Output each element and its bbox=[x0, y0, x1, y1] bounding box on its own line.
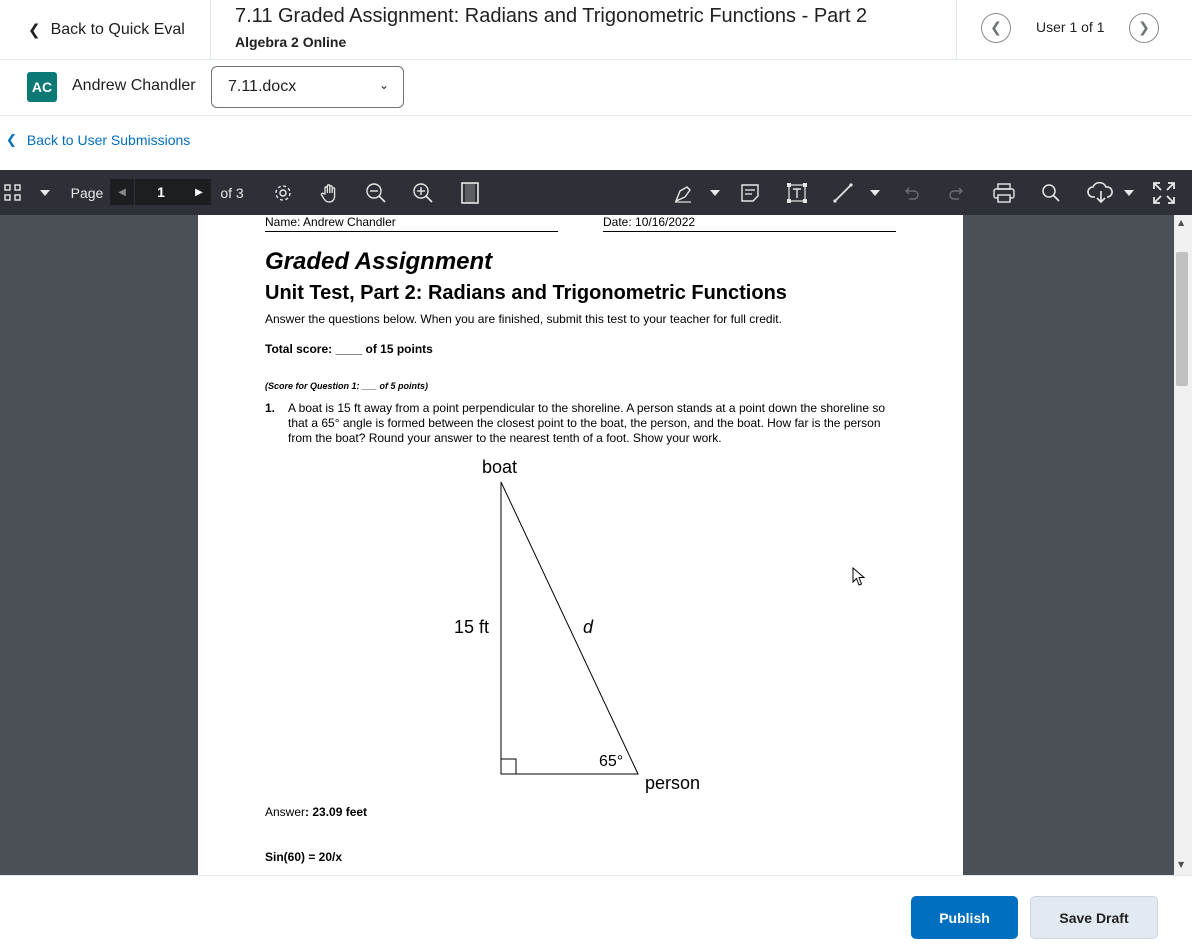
caret-right-icon: ▶ bbox=[195, 186, 203, 198]
label-boat: boat bbox=[482, 457, 518, 477]
total-score: Total score: ____ of 15 points bbox=[265, 342, 433, 356]
publish-button[interactable]: Publish bbox=[911, 896, 1018, 939]
chevron-left-icon: ❮ bbox=[990, 20, 1002, 36]
assignment-title-block bbox=[235, 5, 867, 50]
caret-down-icon[interactable] bbox=[866, 170, 884, 215]
save-draft-button[interactable]: Save Draft bbox=[1030, 896, 1158, 939]
answer-label: Answer bbox=[265, 805, 306, 819]
student-name: Andrew Chandler bbox=[72, 77, 196, 94]
caret-down-icon[interactable] bbox=[706, 170, 724, 215]
cloud-download-icon[interactable] bbox=[1086, 170, 1116, 215]
scroll-down-icon[interactable]: ▼ bbox=[1178, 860, 1185, 869]
caret-left-icon: ◀ bbox=[118, 186, 126, 198]
pen-annotate-icon[interactable] bbox=[670, 170, 696, 215]
next-page-button[interactable] bbox=[187, 179, 211, 205]
viewer-toolbar bbox=[0, 170, 1192, 215]
redo-icon[interactable] bbox=[944, 170, 970, 215]
user-navigation bbox=[956, 0, 1192, 60]
page-label: Page bbox=[70, 184, 104, 201]
top-bar bbox=[0, 0, 1192, 60]
document-subheading: Unit Test, Part 2: Radians and Trigonometric Functions bbox=[265, 282, 787, 304]
document-heading: Graded Assignment bbox=[265, 248, 493, 275]
undo-icon[interactable] bbox=[898, 170, 924, 215]
back-to-user-submissions-label: Back to User Submissions bbox=[26, 132, 191, 148]
document-instructions: Answer the questions below. When you are finished, submit this test to your teacher for full credit. bbox=[265, 312, 782, 326]
label-angle: 65° bbox=[599, 753, 624, 770]
zoom-out-icon[interactable] bbox=[363, 170, 389, 215]
avatar: AC bbox=[27, 72, 57, 102]
next-user-button[interactable] bbox=[1129, 13, 1159, 43]
right-angle-mark bbox=[501, 759, 516, 774]
footer-bar bbox=[0, 875, 1192, 950]
back-to-quick-eval-link[interactable] bbox=[0, 0, 211, 60]
chevron-left-icon: ❮ bbox=[6, 132, 17, 148]
name-field: Name: Andrew Chandler bbox=[265, 215, 558, 232]
back-to-user-submissions-link[interactable] bbox=[6, 132, 190, 148]
student-row bbox=[0, 60, 1192, 116]
page-number-input[interactable]: 1 bbox=[135, 179, 187, 205]
user-counter: User 1 of 1 bbox=[1036, 19, 1105, 35]
previous-user-button[interactable] bbox=[981, 13, 1011, 43]
scroll-up-icon[interactable]: ▲ bbox=[1178, 218, 1185, 227]
question-number: 1. bbox=[265, 401, 276, 415]
fullscreen-icon[interactable] bbox=[1150, 170, 1178, 215]
question-text: A boat is 15 ft away from a point perpendicular to the shoreline. A person stands at a point down the shoreline so that a 65° angle is formed between the closest point to the boat, the person, and the boat. How far is the person from the boat? Round your answer to the nearest tenth of a foot. Show your work. bbox=[288, 401, 886, 445]
chevron-down-icon: ⌄ bbox=[378, 78, 389, 92]
pan-hand-icon[interactable] bbox=[316, 170, 344, 215]
settings-gear-icon[interactable] bbox=[270, 170, 296, 215]
assignment-title: 7.11 Graded Assignment: Radians and Trigonometric Functions - Part 2 bbox=[235, 5, 868, 27]
thumbnails-icon[interactable] bbox=[2, 170, 24, 215]
answer-value: : 23.09 feet bbox=[305, 805, 368, 819]
page-total: of 3 bbox=[220, 184, 244, 201]
question-score: (Score for Question 1: ___ of 5 points) bbox=[265, 381, 429, 391]
previous-page-button[interactable] bbox=[110, 179, 134, 205]
label-hypotenuse: d bbox=[583, 617, 594, 637]
triangle-shape bbox=[501, 482, 638, 774]
mouse-cursor-icon bbox=[852, 567, 866, 587]
search-icon[interactable] bbox=[1038, 170, 1064, 215]
label-side-length: 15 ft bbox=[454, 617, 490, 637]
file-select-value: 7.11.docx bbox=[228, 78, 297, 95]
file-select[interactable] bbox=[211, 66, 404, 108]
line-tool-icon[interactable] bbox=[830, 170, 856, 215]
course-name: Algebra 2 Online bbox=[235, 34, 347, 50]
date-field: Date: 10/16/2022 bbox=[603, 215, 896, 232]
triangle-diagram bbox=[438, 450, 728, 800]
text-box-icon[interactable] bbox=[783, 170, 811, 215]
chevron-left-icon: ❮ bbox=[28, 21, 41, 39]
viewer-scrollbar[interactable] bbox=[1174, 215, 1192, 875]
work-line: Sin(60) = 20/x bbox=[265, 850, 343, 864]
print-icon[interactable] bbox=[990, 170, 1018, 215]
document-page bbox=[198, 215, 963, 875]
scrollbar-thumb[interactable] bbox=[1176, 252, 1188, 386]
sticky-note-icon[interactable] bbox=[737, 170, 763, 215]
chevron-right-icon: ❯ bbox=[1138, 20, 1150, 36]
back-to-quick-eval-label: Back to Quick Eval bbox=[50, 21, 185, 38]
label-person: person bbox=[645, 773, 701, 793]
zoom-in-icon[interactable] bbox=[410, 170, 436, 215]
document-viewer[interactable] bbox=[0, 215, 1174, 875]
caret-down-icon[interactable] bbox=[1120, 170, 1138, 215]
fit-page-icon[interactable] bbox=[457, 170, 483, 215]
caret-down-icon[interactable] bbox=[36, 170, 54, 215]
answer-line bbox=[265, 805, 367, 819]
